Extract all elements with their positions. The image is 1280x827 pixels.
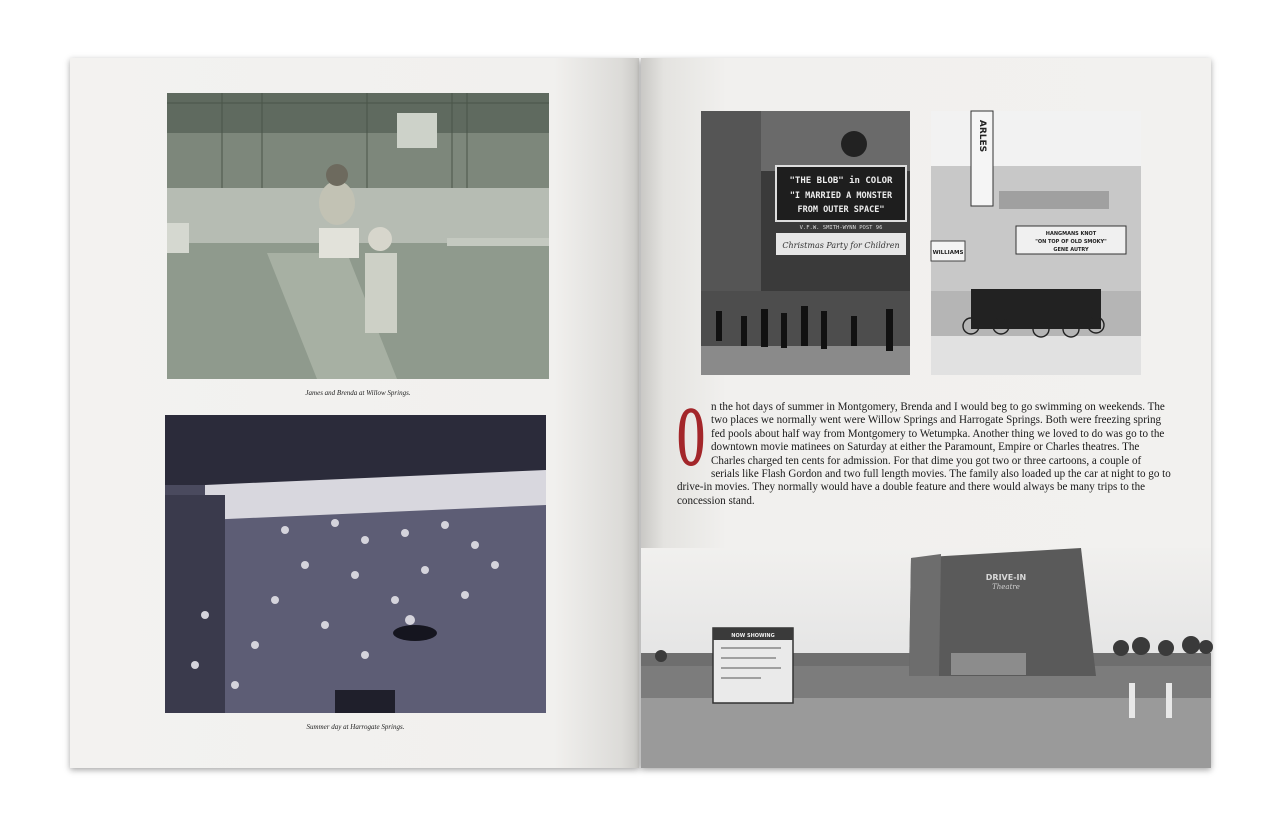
- drive-in-screen-line1: DRIVE-IN: [985, 573, 1027, 582]
- charles-marquee-line1: HANGMANS KNOT: [1045, 231, 1097, 237]
- photo-drive-in-theatre: [641, 548, 1211, 768]
- paramount-marquee-line1: "THE BLOB" in COLOR: [789, 176, 893, 186]
- photo-caption-harrogate-springs: Summer day at Harrogate Springs.: [306, 723, 405, 731]
- charles-vertical-sign: ARLES: [977, 119, 987, 153]
- photo-willow-springs: [167, 93, 549, 379]
- photo-harrogate-springs: [165, 415, 546, 713]
- article-body: [677, 388, 1172, 508]
- paramount-banner: Christmas Party for Children: [782, 241, 900, 250]
- paramount-marquee-line2: "I MARRIED A MONSTER: [789, 191, 893, 201]
- photo-caption-willow-springs: James and Brenda at Willow Springs.: [305, 389, 411, 397]
- dropcap-text: O: [677, 388, 705, 484]
- charles-side-sign: WILLIAMS: [932, 250, 964, 256]
- drive-in-marquee-label: NOW SHOWING: [731, 633, 775, 639]
- paramount-marquee-line3: FROM OUTER SPACE": [797, 205, 885, 215]
- charles-marquee-line3: GENE AUTRY: [1053, 247, 1089, 253]
- photo-paramount-theatre: [701, 111, 910, 375]
- drive-in-screen-line2: Theatre: [992, 583, 1020, 591]
- dropcap-letter: [677, 388, 705, 484]
- charles-marquee-line2: "ON TOP OF OLD SMOKY": [1035, 239, 1107, 245]
- article-body-text: n the hot days of summer in Montgomery, Brenda and I would beg to go swimming on weekends. The two places we normally went were Willow Springs and Harrogate Springs. Both were freezing spring fed pools about half way from Montgomery to Wetumpka. Another thing we loved to do was go to the downtown movie matinees on Saturday at either the Paramount, Empire or Charles theatres. The Charles charged ten cents for admission. For that dime you got two or three cartoons, a couple of serials like Flash Gordon and two full length movies. The family also loaded up the car at night to go to drive-in movies. They normally would have a double feature and there would always be many trips to the concession stand.: [677, 401, 1171, 507]
- photo-charles-theatre: [931, 111, 1141, 375]
- paramount-banner-top: V.F.W. SMITH-WYNN POST 96: [799, 225, 883, 231]
